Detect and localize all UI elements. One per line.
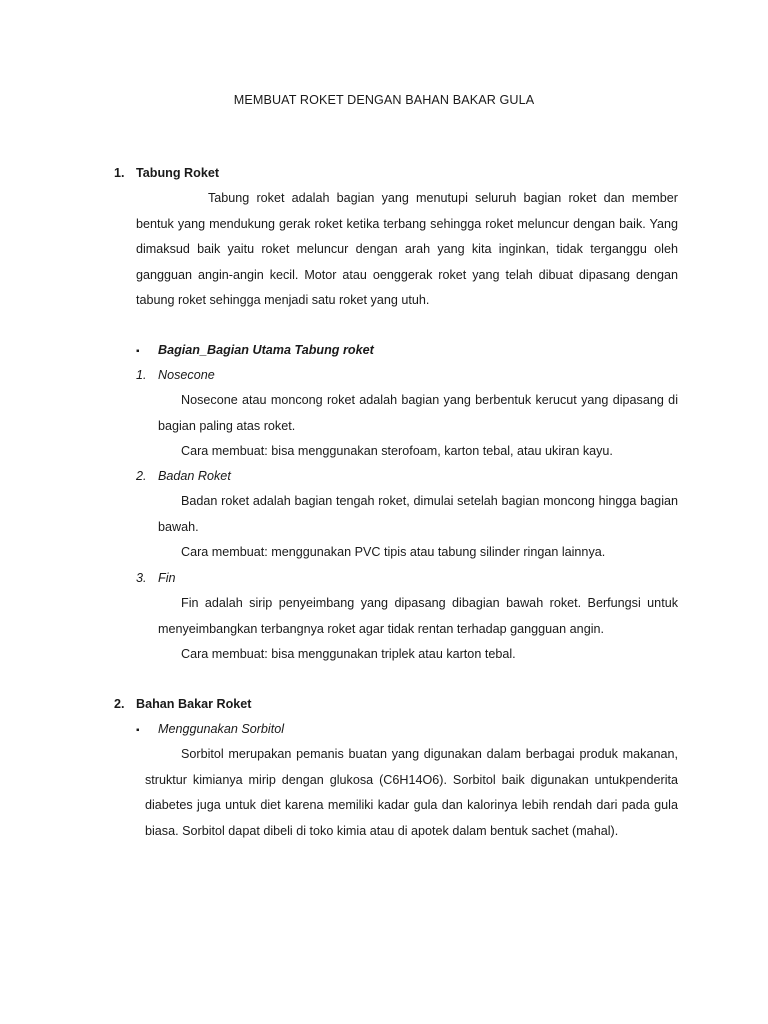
section-2-number: 2.	[114, 697, 125, 711]
part-1-howto: Cara membuat: bisa menggunakan sterofoam, karton tebal, atau ukiran kayu.	[181, 444, 613, 458]
section-2-heading: Bahan Bakar Roket	[136, 697, 252, 711]
part-3-desc: Fin adalah sirip penyeimbang yang dipasang dibagian bawah roket. Berfungsi untuk menyeimbangkan terbangnya roket agar tidak rentan terhadap gangguan angin.	[158, 596, 678, 636]
part-2-howto: Cara membuat: menggunakan PVC tipis atau tabung silinder ringan lainnya.	[181, 545, 606, 559]
section-1-heading: Tabung Roket	[136, 166, 220, 180]
part-1-name: Nosecone	[158, 368, 215, 382]
document-title: MEMBUAT ROKET DENGAN BAHAN BAKAR GULA	[233, 93, 535, 107]
section-2-body: Sorbitol merupakan pemanis buatan yang digunakan dalam berbagai produk makanan, struktur kimianya mirip dengan glukosa (C6H14O6). Sorbitol baik digunakan untukpenderita diabetes juga untuk diet karena memiliki kadar gula dan kalorinya lebih rendah dari pada gula biasa. Sorbitol dapat dibeli di toko kimia atau di apotek dalam bentuk sachet (mahal).	[145, 747, 678, 838]
part-2-desc: Badan roket adalah bagian tengah roket, dimulai setelah bagian moncong hingga bagian bawah.	[158, 494, 678, 534]
part-3-number: 3.	[136, 571, 147, 585]
part-1-number: 1.	[136, 368, 147, 382]
section-1-subheading: Bagian_Bagian Utama Tabung roket	[158, 343, 374, 357]
section-2-subheading: Menggunakan Sorbitol	[158, 722, 285, 736]
bullet-marker: ▪	[136, 725, 140, 736]
part-2-name: Badan Roket	[158, 469, 231, 483]
section-1-number: 1.	[114, 166, 125, 180]
part-1-desc: Nosecone atau moncong roket adalah bagian yang berbentuk kerucut yang dipasang di bagian paling atas roket.	[158, 393, 678, 433]
bullet-marker: ▪	[136, 346, 140, 357]
part-2-number: 2.	[136, 469, 147, 483]
part-3-name: Fin	[158, 571, 176, 585]
part-3-howto: Cara membuat: bisa menggunakan triplek atau karton tebal.	[181, 647, 516, 661]
section-1-intro: Tabung roket adalah bagian yang menutupi seluruh bagian roket dan member bentuk yang mendukung gerak roket ketika terbang sehingga roket meluncur dengan baik. Yang dimaksud baik yaitu roket meluncur dengan arah yang kita inginkan, tidak terganggu oleh gangguan angin-angin kecil. Motor atau oenggerak roket yang telah dibuat dipasang dengan tabung roket sehingga menjadi satu roket yang utuh.	[136, 191, 678, 308]
